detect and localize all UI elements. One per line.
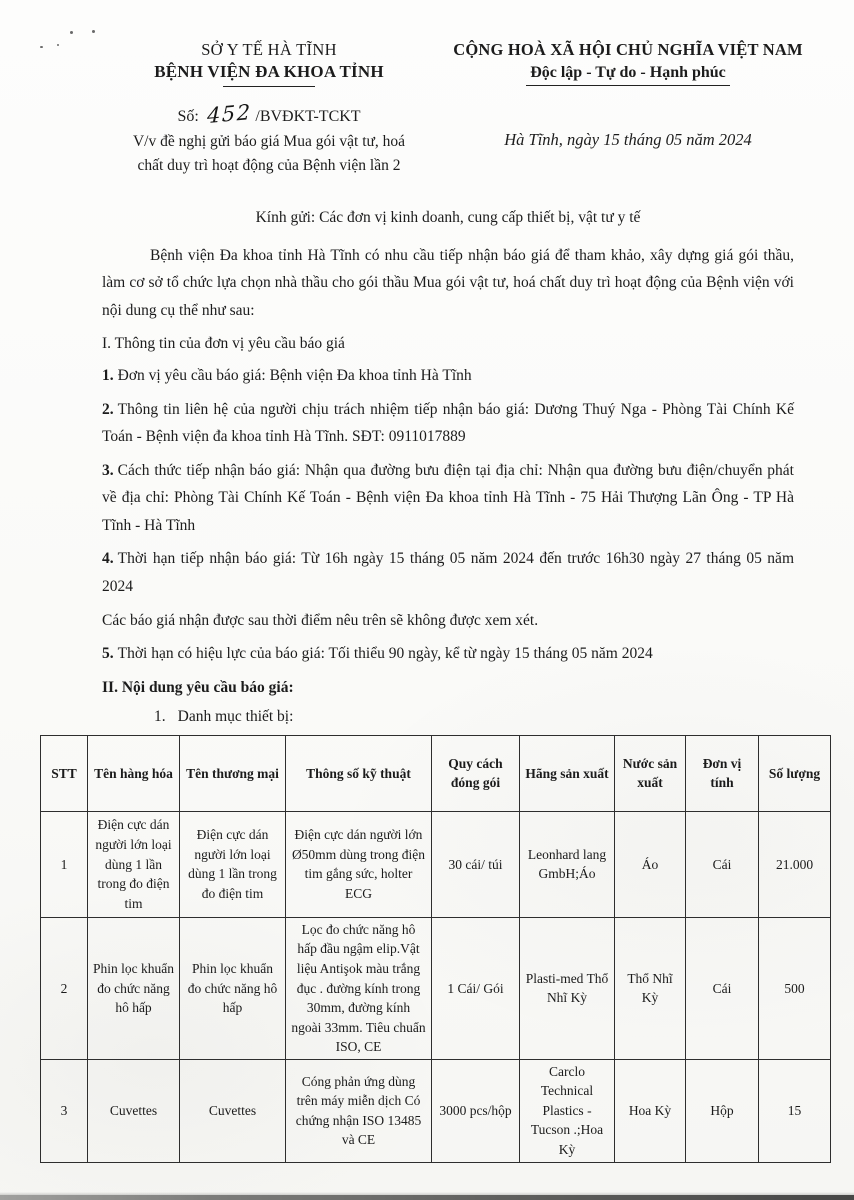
- cell-hang-san-xuat: Plasti-med Thổ Nhĩ Kỳ: [520, 917, 615, 1059]
- document-number-line: [110, 99, 428, 129]
- item-4-text: Thời hạn tiếp nhận báo giá: Từ 16h ngày 15 tháng 05 năm 2024 đến trước 16h30 ngày 27 tháng 05 năm 2024: [102, 550, 794, 595]
- scan-speck: [57, 44, 59, 46]
- org-underline: [223, 86, 315, 87]
- cell-ten-thuong-mai: Điện cực dán người lớn loại dùng 1 lần trong đo điện tim: [180, 811, 286, 917]
- col-header-hang-san-xuat: Hãng sản xuất: [520, 735, 615, 811]
- col-header-ten-thuong-mai: Tên thương mại: [180, 735, 286, 811]
- cell-don-vi-tinh: Cái: [686, 917, 759, 1059]
- letterhead-left: [110, 40, 428, 178]
- document-body: [51, 204, 821, 1163]
- issuing-org-name: BỆNH VIỆN ĐA KHOA TỈNH: [154, 62, 384, 81]
- col-header-thong-so-ky-thuat: Thông số kỹ thuật: [286, 735, 432, 811]
- document-number-suffix: /BVĐKT-TCKT: [255, 108, 361, 125]
- item-3: [102, 457, 794, 540]
- equipment-table: [40, 735, 831, 1163]
- parent-org-name: SỞ Y TẾ HÀ TĨNH: [201, 40, 337, 59]
- scan-speck: [70, 31, 73, 34]
- cell-don-vi-tinh: Hộp: [686, 1059, 759, 1162]
- table-row: [41, 1059, 831, 1162]
- item-1-text: Đơn vị yêu cầu báo giá: Bệnh viện Đa khoa tỉnh Hà Tĩnh: [117, 366, 472, 384]
- cell-thong-so-ky-thuat: Điện cực dán người lớn Ø50mm dùng trong điện tim gắng sức, holter ECG: [286, 811, 432, 917]
- col-header-stt: STT: [41, 735, 88, 811]
- item-5-text: Thời hạn có hiệu lực của báo giá: Tối thiểu 90 ngày, kể từ ngày 15 tháng 05 năm 2024: [117, 645, 653, 663]
- cell-ten-thuong-mai: Cuvettes: [180, 1059, 286, 1162]
- item-2-text: Thông tin liên hệ của người chịu trách nhiệm tiếp nhận báo giá: Dương Thuý Nga - Phòng Tài Chính Kế Toán - Bệnh viện đa khoa tỉnh Hà Tĩnh. SĐT: 0911017889: [102, 400, 794, 446]
- cell-stt: 2: [41, 917, 88, 1059]
- cell-so-luong: 15: [759, 1059, 831, 1162]
- equipment-list-label: Danh mục thiết bị:: [177, 708, 294, 726]
- late-quote-note: Các báo giá nhận được sau thời điểm nêu trên sẽ không được xem xét.: [102, 611, 539, 629]
- equipment-list-lead: [154, 703, 794, 731]
- cell-ten-hang-hoa: Phin lọc khuẩn đo chức năng hô hấp: [88, 917, 180, 1059]
- item-1: [102, 362, 794, 390]
- cell-nuoc-san-xuat: Hoa Kỳ: [615, 1059, 686, 1162]
- item-3-text: Cách thức tiếp nhận báo giá: Nhận qua đường bưu điện tại địa chỉ: Nhận qua đường bưu điện/chuyển phát về địa chỉ: Phòng Tài Chính Kế Toán - Bệnh viện Đa khoa tỉnh Hà Tĩnh - 75 Hải Thượng Lãn Ông - TP Hà Tĩnh - Hà Tĩnh: [102, 461, 794, 534]
- cell-stt: 3: [41, 1059, 88, 1162]
- col-header-so-luong: Số lượng: [759, 735, 831, 811]
- scan-speck: [92, 30, 95, 33]
- equipment-list-number: 1.: [154, 708, 166, 726]
- cell-so-luong: 500: [759, 917, 831, 1059]
- letterhead-right: [428, 40, 854, 178]
- scanner-edge-bar: [0, 1195, 854, 1200]
- section-1-title: I. Thông tin của đơn vị yêu cầu báo giá: [102, 335, 345, 353]
- national-motto: Độc lập - Tự do - Hạnh phúc: [526, 64, 730, 86]
- item-2: [102, 396, 794, 451]
- document-subject: V/v đề nghị gửi báo giá Mua gói vật tư, hoá chất duy trì hoạt động của Bệnh viện lần 2: [132, 133, 406, 175]
- item-4: [102, 545, 794, 600]
- table-row: [41, 811, 831, 917]
- place-and-date: Hà Tĩnh, ngày 15 tháng 05 năm 2024: [504, 130, 752, 149]
- item-5-number: 5.: [102, 645, 114, 663]
- letterhead: [0, 0, 854, 178]
- cell-ten-hang-hoa: Cuvettes: [88, 1059, 180, 1162]
- cell-quy-cach: 30 cái/ túi: [432, 811, 520, 917]
- col-header-nuoc-san-xuat: Nước sản xuất: [615, 735, 686, 811]
- table-header-row: [41, 735, 831, 811]
- document-number-label: Số:: [177, 108, 199, 125]
- cell-ten-thuong-mai: Phin lọc khuẩn đo chức năng hô hấp: [180, 917, 286, 1059]
- cell-so-luong: 21.000: [759, 811, 831, 917]
- cell-stt: 1: [41, 811, 88, 917]
- scan-speck: [40, 46, 43, 48]
- cell-nuoc-san-xuat: Áo: [615, 811, 686, 917]
- table-row: [41, 917, 831, 1059]
- document-number-handwritten: 452: [206, 99, 252, 129]
- item-3-number: 3.: [102, 461, 114, 479]
- cell-thong-so-ky-thuat: Lọc đo chức năng hô hấp đầu ngậm elip.Vật liệu Antişok màu trắng đục . đường kính trong 30mm, đường kính ngoài 33mm. Tiêu chuẩn ISO, CE: [286, 917, 432, 1059]
- cell-quy-cach: 3000 pcs/hộp: [432, 1059, 520, 1162]
- cell-hang-san-xuat: Carclo Technical Plastics - Tucson .;Hoa Kỳ: [520, 1059, 615, 1162]
- cell-hang-san-xuat: Leonhard lang GmbH;Áo: [520, 811, 615, 917]
- col-header-quy-cach-dong-goi: Quy cách đóng gói: [432, 735, 520, 811]
- intro-paragraph: Bệnh viện Đa khoa tỉnh Hà Tĩnh có nhu cầu tiếp nhận báo giá để tham khảo, xây dựng giá gói thầu, làm cơ sở tổ chức lựa chọn nhà thầu cho gói thầu Mua gói vật tư, hoá chất duy trì hoạt động của Bệnh viện với nội dung cụ thể như sau:: [102, 246, 794, 319]
- recipient-line: Kính gửi: Các đơn vị kinh doanh, cung cấp thiết bị, vật tư y tế: [255, 209, 641, 227]
- cell-quy-cach: 1 Cái/ Gói: [432, 917, 520, 1059]
- item-1-number: 1.: [102, 366, 114, 384]
- cell-don-vi-tinh: Cái: [686, 811, 759, 917]
- cell-thong-so-ky-thuat: Cóng phản ứng dùng trên máy miễn dịch Có chứng nhận ISO 13485 và CE: [286, 1059, 432, 1162]
- item-5: [102, 640, 794, 668]
- cell-nuoc-san-xuat: Thổ Nhĩ Kỳ: [615, 917, 686, 1059]
- item-2-number: 2.: [102, 400, 114, 418]
- cell-ten-hang-hoa: Điện cực dán người lớn loại dùng 1 lần trong đo điện tim: [88, 811, 180, 917]
- section-2-title: II. Nội dung yêu cầu báo giá:: [102, 678, 294, 696]
- col-header-don-vi-tinh: Đơn vị tính: [686, 735, 759, 811]
- col-header-ten-hang-hoa: Tên hàng hóa: [88, 735, 180, 811]
- national-title: CỘNG HOÀ XÃ HỘI CHỦ NGHĨA VIỆT NAM: [453, 40, 803, 59]
- item-4-number: 4.: [102, 550, 114, 568]
